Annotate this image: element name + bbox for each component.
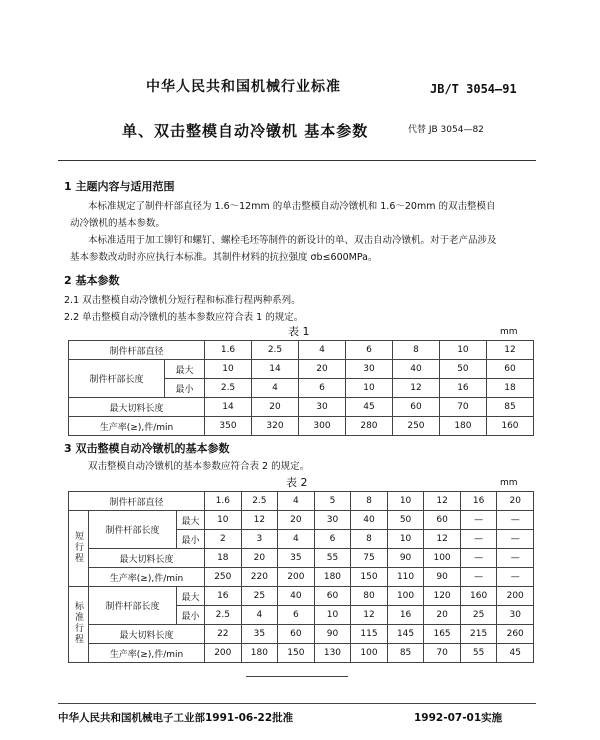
t2-cell: 8 (351, 530, 388, 549)
clause-2-1: 2.1 双击整模自动冷镦机分短行程和标准行程两种系列。 (64, 295, 301, 306)
table-row (69, 398, 534, 417)
section-2-heading: 2 基本参数 (64, 274, 120, 287)
document-title: 单、双击整模自动冷镦机 基本参数 (122, 122, 369, 140)
t2-cell: 220 (241, 568, 278, 587)
t1-cell: 2.5 (205, 379, 252, 398)
t2-group-short-label: 短行程 (73, 530, 83, 564)
t2-short-header-rate: 生产率(≥),件/min (89, 568, 205, 587)
t1-cell: 18 (486, 379, 533, 398)
t2-cell: 16 (387, 606, 424, 625)
t2-cell: 40 (351, 511, 388, 530)
t2-cell: 35 (241, 625, 278, 644)
implementation-date: 1992-07-01实施 (414, 712, 503, 724)
t1-cell: 160 (486, 417, 533, 436)
t2-cell: 180 (314, 568, 351, 587)
t2-cell: 150 (278, 644, 315, 663)
section-1-heading: 1 主题内容与适用范围 (64, 180, 175, 193)
footer-rule (58, 703, 536, 704)
t1-diam-cell: 6 (345, 341, 392, 360)
t2-std-header-cut: 最大切料长度 (89, 625, 205, 644)
t2-cell: 180 (241, 644, 278, 663)
t2-cell: 45 (497, 644, 534, 663)
table-1 (68, 340, 534, 436)
t2-cell: 50 (387, 511, 424, 530)
t1-cell: 320 (252, 417, 299, 436)
t2-cell: 90 (314, 625, 351, 644)
t2-cell: 6 (278, 606, 315, 625)
t2-cell: 22 (205, 625, 242, 644)
t1-cell: 14 (252, 360, 299, 379)
t2-cell: 4 (278, 530, 315, 549)
t2-diam-cell: 1.6 (205, 492, 242, 511)
table-row (69, 644, 534, 663)
t1-diam-cell: 8 (392, 341, 439, 360)
t2-cell: 16 (205, 587, 242, 606)
t1-cell: 6 (298, 379, 345, 398)
table-row (69, 568, 534, 587)
t1-cell: 16 (439, 379, 486, 398)
t2-diam-cell: 16 (460, 492, 497, 511)
table-row (69, 360, 534, 379)
table-row (69, 492, 534, 511)
t2-cell: 55 (314, 549, 351, 568)
t2-diam-cell: 12 (424, 492, 461, 511)
table-row (69, 417, 534, 436)
t1-cell: 30 (298, 398, 345, 417)
t2-cell: 215 (460, 625, 497, 644)
t2-cell: 150 (351, 568, 388, 587)
t2-cell: — (497, 549, 534, 568)
t1-cell: 50 (439, 360, 486, 379)
t2-cell: 80 (351, 587, 388, 606)
t2-cell: 30 (497, 606, 534, 625)
section-1-para-1-line-2: 动冷镦机的基本参数。 (70, 218, 166, 229)
t1-cell: 12 (392, 379, 439, 398)
t1-header-rate: 生产率(≥),件/min (69, 417, 205, 436)
t2-cell: 260 (497, 625, 534, 644)
t2-cell: 20 (241, 549, 278, 568)
t2-diam-cell: 10 (387, 492, 424, 511)
t2-cell: 70 (424, 644, 461, 663)
t2-cell: 6 (314, 530, 351, 549)
table-1-caption: 表 1 (288, 325, 310, 338)
t2-group-standard-stroke (69, 587, 89, 663)
t1-cell: 85 (486, 398, 533, 417)
t2-std-header-rate: 生产率(≥),件/min (89, 644, 205, 663)
t2-cell: 20 (278, 511, 315, 530)
t1-diam-cell: 2.5 (252, 341, 299, 360)
t2-diam-cell: 8 (351, 492, 388, 511)
t2-cell: 10 (205, 511, 242, 530)
table-row (69, 549, 534, 568)
t2-cell: — (497, 568, 534, 587)
standard-number: JB/T 3054—91 (430, 82, 517, 96)
t2-cell: 200 (205, 644, 242, 663)
t2-cell: 12 (424, 530, 461, 549)
t2-cell: 160 (460, 587, 497, 606)
t2-cell: 115 (351, 625, 388, 644)
t2-cell: 90 (387, 549, 424, 568)
table-2 (68, 491, 534, 663)
table-row (69, 511, 534, 530)
t2-cell: 200 (497, 587, 534, 606)
t2-min-label: 最小 (177, 530, 205, 549)
t2-cell: 20 (424, 606, 461, 625)
t1-header-diameter: 制件杆部直径 (69, 341, 205, 360)
t1-header-cut: 最大切料长度 (69, 398, 205, 417)
t1-cell: 40 (392, 360, 439, 379)
t2-group-standard-label: 标准行程 (73, 601, 83, 645)
t2-cell: 145 (387, 625, 424, 644)
t2-cell: 85 (387, 644, 424, 663)
t2-cell: 100 (351, 644, 388, 663)
t1-cell: 250 (392, 417, 439, 436)
t1-cell: 20 (298, 360, 345, 379)
t1-cell: 60 (486, 360, 533, 379)
t1-cell: 14 (205, 398, 252, 417)
t1-header-length: 制件杆部长度 (69, 360, 165, 398)
end-mark-line (246, 676, 348, 677)
t2-cell: 10 (387, 530, 424, 549)
t2-cell: 35 (278, 549, 315, 568)
t1-max-label: 最大 (165, 360, 205, 379)
t1-cell: 10 (345, 379, 392, 398)
t2-cell: 60 (314, 587, 351, 606)
t2-cell: 12 (351, 606, 388, 625)
t2-std-header-length: 制件杆部长度 (89, 587, 177, 625)
t2-cell: 30 (314, 511, 351, 530)
t1-cell: 280 (345, 417, 392, 436)
t2-cell: 75 (351, 549, 388, 568)
t2-cell: 110 (387, 568, 424, 587)
t1-cell: 20 (252, 398, 299, 417)
t1-cell: 350 (205, 417, 252, 436)
t1-cell: 4 (252, 379, 299, 398)
t1-cell: 45 (345, 398, 392, 417)
t2-cell: 12 (241, 511, 278, 530)
t2-cell: 90 (424, 568, 461, 587)
t1-diam-cell: 4 (298, 341, 345, 360)
t2-cell: 18 (205, 549, 242, 568)
section-1-para-1-line-1: 本标准规定了制件杆部直径为 1.6～12mm 的单击整模自动冷镦机和 1.6～20mm 的双击整模自 (88, 201, 496, 212)
t1-diam-cell: 1.6 (205, 341, 252, 360)
t2-cell: 4 (241, 606, 278, 625)
t2-max-label: 最大 (177, 587, 205, 606)
t1-cell: 60 (392, 398, 439, 417)
table-2-unit: mm (500, 478, 518, 488)
t2-cell: 60 (424, 511, 461, 530)
approval-statement: 中华人民共和国机械电子工业部1991-06-22批准 (58, 712, 294, 724)
t2-cell: — (460, 530, 497, 549)
t2-cell: — (497, 530, 534, 549)
t2-max-label: 最大 (177, 511, 205, 530)
t2-cell: 165 (424, 625, 461, 644)
t1-min-label: 最小 (165, 379, 205, 398)
t2-cell: 25 (460, 606, 497, 625)
t2-cell: — (497, 511, 534, 530)
t2-cell: — (460, 511, 497, 530)
section-1-para-2-line-1: 本标准适用于加工铆钉和螺钉、螺栓毛坯等制件的新设计的单、双击自动冷镦机。对于老产品涉及 (88, 235, 497, 246)
t2-diam-cell: 5 (314, 492, 351, 511)
t1-diam-cell: 12 (486, 341, 533, 360)
clause-2-2: 2.2 单击整模自动冷镦机的基本参数应符合表 1 的规定。 (64, 312, 304, 323)
t2-diam-cell: 20 (497, 492, 534, 511)
section-3-heading: 3 双击整模自动冷镦机的基本参数 (64, 442, 230, 455)
t1-cell: 180 (439, 417, 486, 436)
t2-cell: 130 (314, 644, 351, 663)
t2-header-diameter: 制件杆部直径 (69, 492, 205, 511)
t2-group-short-stroke (69, 511, 89, 587)
t2-cell: 120 (424, 587, 461, 606)
t2-cell: — (460, 568, 497, 587)
t2-cell: 25 (241, 587, 278, 606)
t2-cell: 100 (387, 587, 424, 606)
t1-cell: 30 (345, 360, 392, 379)
t2-cell: 40 (278, 587, 315, 606)
table-1-unit: mm (500, 327, 518, 337)
t2-cell: 100 (424, 549, 461, 568)
t2-cell: — (460, 549, 497, 568)
section-1-para-2-line-2: 基本参数改动时亦应执行本标准。其制件材料的抗拉强度 σb≤600MPa。 (70, 252, 378, 263)
t2-cell: 55 (460, 644, 497, 663)
t2-cell: 10 (314, 606, 351, 625)
t1-cell: 10 (205, 360, 252, 379)
replaces-note: 代替 JB 3054—82 (408, 125, 484, 135)
t2-cell: 2 (205, 530, 242, 549)
table-2-caption: 表 2 (286, 476, 308, 489)
t2-cell: 60 (278, 625, 315, 644)
t2-cell: 250 (205, 568, 242, 587)
table-row (69, 587, 534, 606)
t2-cell: 200 (278, 568, 315, 587)
t2-diam-cell: 4 (278, 492, 315, 511)
standard-organization: 中华人民共和国机械行业标准 (146, 79, 341, 95)
t1-cell: 70 (439, 398, 486, 417)
t2-diam-cell: 2.5 (241, 492, 278, 511)
header-rule (58, 160, 536, 161)
t2-short-header-length: 制件杆部长度 (89, 511, 177, 549)
section-3-text: 双击整模自动冷镦机的基本参数应符合表 2 的规定。 (88, 461, 310, 472)
t2-min-label: 最小 (177, 606, 205, 625)
table-row (69, 341, 534, 360)
t1-cell: 300 (298, 417, 345, 436)
t2-cell: 3 (241, 530, 278, 549)
t1-diam-cell: 10 (439, 341, 486, 360)
t2-cell: 2.5 (205, 606, 242, 625)
t2-short-header-cut: 最大切料长度 (89, 549, 205, 568)
table-row (69, 625, 534, 644)
